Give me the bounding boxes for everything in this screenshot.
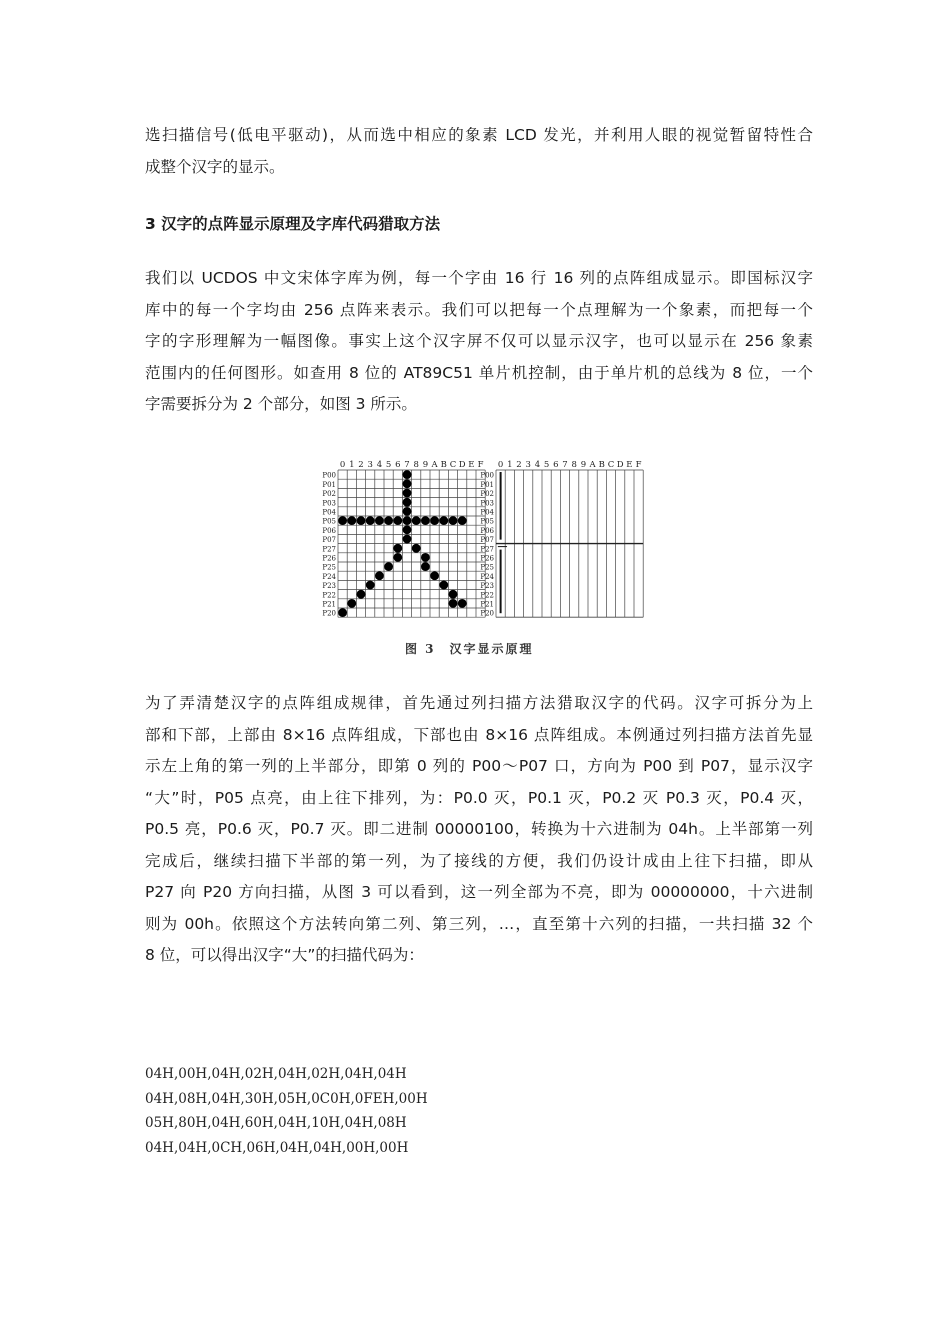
column-header-label: 8 — [413, 460, 419, 470]
lit-pixel — [366, 516, 375, 525]
lit-pixel — [449, 516, 458, 525]
row-label: P23 — [480, 582, 494, 591]
row-label: P01 — [322, 480, 336, 489]
column-header-label: D — [616, 460, 624, 470]
column-header-label: 6 — [553, 460, 559, 470]
row-label: P20 — [480, 609, 494, 618]
lit-pixel — [458, 516, 467, 525]
column-header-label: 1 — [507, 460, 513, 470]
row-label: P25 — [322, 563, 336, 572]
lit-pixel — [375, 516, 384, 525]
dot-matrix-diagram — [310, 456, 640, 631]
row-label: P24 — [322, 572, 336, 581]
lit-pixel — [393, 516, 402, 525]
row-label: P02 — [480, 490, 494, 499]
lit-pixel — [357, 590, 366, 599]
text-line: 完成后，继续扫描下半部的第一列，为了接线的方便，我们仍设计成由上往下扫描，即从 — [145, 851, 813, 870]
row-label: P20 — [322, 609, 336, 618]
column-header-label: E — [626, 460, 633, 470]
figure-dot-matrix — [310, 456, 640, 666]
lit-pixel — [439, 581, 448, 590]
text-line: 成整个汉字的显示。 — [145, 157, 285, 176]
column-header-label: 8 — [571, 460, 577, 470]
code-line: 04H,08H,04H,30H,05H,0C0H,0FEH,00H — [145, 1090, 428, 1107]
text-line: P27 向 P20 方向扫描，从图 3 可以看到，这一列全部为不亮，即为 00000000，十六进制 — [145, 883, 813, 901]
lit-pixel — [449, 590, 458, 599]
code-line: 04H,04H,0CH,06H,04H,04H,00H,00H — [145, 1139, 409, 1156]
scan-code-block — [145, 1062, 428, 1160]
lit-pixel — [421, 562, 430, 571]
paragraph-intro — [145, 263, 813, 421]
column-header-label: 1 — [349, 460, 355, 470]
row-label: P27 — [480, 545, 494, 554]
column-header-label: 2 — [516, 460, 522, 470]
row-label: P04 — [322, 508, 336, 517]
column-header-label: 7 — [562, 460, 568, 470]
figure-caption: 图 3 汉字显示原理 — [405, 642, 534, 656]
column-header-label: 2 — [358, 460, 364, 470]
row-label: P00 — [322, 471, 336, 480]
column-header-label: E — [468, 460, 475, 470]
column-header-label: 9 — [422, 460, 429, 470]
text-line: 示左上角的第一列的上半部分，即第 0 列的 P00～P07 口，方向为 P00 到 P07，显示汉字 — [145, 757, 813, 775]
lit-pixel — [403, 507, 412, 516]
lit-pixel — [375, 571, 384, 580]
row-label: P24 — [480, 572, 494, 581]
text-line: “大”时，P05 点亮，由上往下排列，为：P0.0 灭，P0.1 灭，P0.2 灭 P0.3 灭，P0.4 灭， — [145, 788, 813, 807]
text-line: 我们以 UCDOS 中文宋体字库为例，每一个字由 16 行 16 列的点阵组成显示。即国标汉字 — [145, 269, 813, 287]
column-header-label: 4 — [376, 460, 383, 470]
lit-pixel — [430, 516, 439, 525]
row-label: P05 — [480, 517, 494, 526]
column-header-label: 3 — [367, 460, 373, 470]
lit-pixel — [357, 516, 366, 525]
text-line: 则为 00h。依照这个方法转向第二列、第三列，…，直至第十六列的扫描，一共扫描 32 个 — [145, 914, 813, 933]
column-header-label: B — [440, 460, 447, 470]
text-line: 字的字形理解为一幅图像。事实上这个汉字屏不仅可以显示汉字，也可以显示在 256 象素 — [145, 332, 813, 350]
lit-pixel — [412, 544, 421, 553]
lit-pixel — [403, 470, 412, 479]
code-line: 05H,80H,04H,60H,04H,10H,04H,08H — [145, 1115, 407, 1131]
row-label: P02 — [322, 490, 336, 499]
row-label: P00 — [480, 471, 494, 480]
row-label: P06 — [480, 526, 494, 535]
text-line: 为了弄清楚汉字的点阵组成规律，首先通过列扫描方法猎取汉字的代码。汉字可拆分为上 — [145, 694, 813, 712]
column-header-label: A — [589, 460, 596, 470]
column-header-label: 6 — [395, 460, 401, 470]
row-label: P21 — [322, 600, 336, 609]
lit-pixel — [347, 516, 356, 525]
text-line: 库中的每一个字均由 256 点阵来表示。我们可以把每一个点理解为一个象素，而把每一个 — [145, 300, 813, 319]
row-label: P03 — [322, 499, 336, 508]
lit-pixel — [403, 525, 412, 534]
code-line: 04H,00H,04H,02H,04H,02H,04H,04H — [145, 1066, 407, 1082]
column-header-label: C — [449, 460, 457, 470]
paragraph-continuation — [145, 120, 813, 183]
row-label: P06 — [322, 526, 336, 535]
column-header-label: C — [607, 460, 615, 470]
column-header-label: 9 — [580, 460, 587, 470]
text-line: 选扫描信号(低电平驱动)，从而选中相应的象素 LCD 发光，并利用人眼的视觉暂留特性合 — [145, 126, 813, 144]
text-line: P0.5 亮，P0.6 灭，P0.7 灭。即二进制 00000100，转换为十六进制为 04h。上半部第一列 — [145, 820, 813, 838]
lit-pixel — [458, 599, 467, 608]
column-header-label: 5 — [543, 460, 550, 470]
column-header-label: 3 — [525, 460, 531, 470]
lit-pixel — [421, 516, 430, 525]
row-label: P03 — [480, 499, 494, 508]
lit-pixel — [412, 516, 421, 525]
row-label: P25 — [480, 563, 494, 572]
lit-pixel — [449, 599, 458, 608]
lit-pixel — [430, 571, 439, 580]
column-header-label: A — [431, 460, 438, 470]
row-label: P22 — [322, 591, 336, 600]
row-label: P26 — [480, 554, 494, 563]
paragraph-explanation — [145, 688, 813, 972]
row-label: P21 — [480, 600, 494, 609]
section-heading: 3 汉字的点阵显示原理及字库代码猎取方法 — [145, 215, 441, 233]
row-label: P05 — [322, 517, 336, 526]
text-line: 8 位，可以得出汉字“大”的扫描代码为： — [145, 946, 424, 964]
lit-pixel — [384, 562, 393, 571]
column-header-label: 4 — [534, 460, 541, 470]
column-header-label: 7 — [404, 460, 410, 470]
row-label: P01 — [480, 480, 494, 489]
row-label: P07 — [322, 536, 336, 545]
text-line: 范围内的任何图形。如查用 8 位的 AT89C51 单片机控制，由于单片机的总线为 8 位，一个 — [145, 363, 813, 382]
column-header-label: F — [477, 460, 484, 470]
lit-pixel — [347, 599, 356, 608]
lit-pixel — [403, 516, 412, 525]
lit-pixel — [403, 479, 412, 488]
text-line: 字需要拆分为 2 个部分，如图 3 所示。 — [145, 395, 417, 413]
column-header-label: 0 — [497, 460, 504, 470]
row-label: P22 — [480, 591, 494, 600]
row-label: P27 — [322, 545, 336, 554]
lit-pixel — [366, 581, 375, 590]
lit-pixel — [403, 498, 412, 507]
lit-pixel — [338, 608, 347, 617]
row-label: P26 — [322, 554, 336, 563]
lit-pixel — [338, 516, 347, 525]
column-header-label: B — [598, 460, 605, 470]
column-header-label: F — [635, 460, 642, 470]
lit-pixel — [403, 535, 412, 544]
lit-pixel — [421, 553, 430, 562]
lit-pixel — [384, 516, 393, 525]
row-label: P07 — [480, 536, 494, 545]
text-line: 部和下部，上部由 8×16 点阵组成，下部也由 8×16 点阵组成。本例通过列扫描方法首先显 — [145, 725, 813, 744]
lit-pixel — [439, 516, 448, 525]
row-label: P23 — [322, 582, 336, 591]
lit-pixel — [393, 553, 402, 562]
column-header-label: 0 — [339, 460, 346, 470]
column-header-label: D — [458, 460, 466, 470]
column-header-label: 5 — [385, 460, 392, 470]
lit-pixel — [403, 489, 412, 498]
row-label: P04 — [480, 508, 494, 517]
lit-pixel — [393, 544, 402, 553]
